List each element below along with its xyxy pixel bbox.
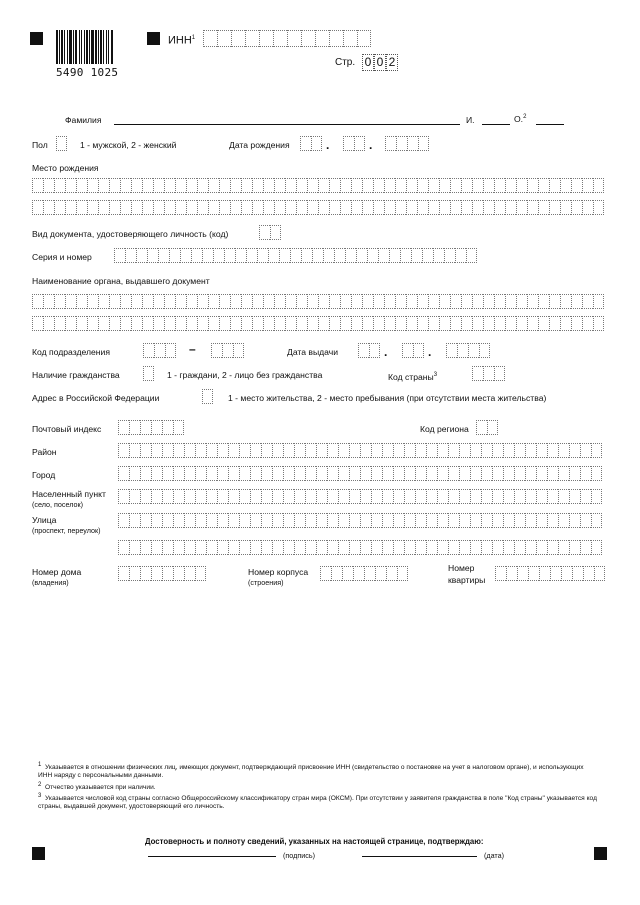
doc-type-label: Вид документа, удостоверяющего личность (код): [32, 229, 229, 239]
signature-date-field[interactable]: [362, 856, 477, 857]
address-label: Адрес в Российской Федерации: [32, 393, 160, 403]
street-field-line2[interactable]: [118, 540, 602, 555]
signature-field[interactable]: [148, 856, 276, 857]
issuer-field-line1[interactable]: [32, 294, 604, 309]
house-number-label: Номер дома: [32, 567, 82, 577]
birth-month-field[interactable]: [343, 136, 365, 151]
apartment-number-field[interactable]: [495, 566, 605, 581]
footnote-1: $^1$ Указывается в отношении физических лиц, имеющих документ, подтверждающий присвоение ИНН (свидетельство о постановке на учет в налоговом органе), и использующих ИНН наряду с персональными данными.: [38, 762, 584, 780]
corner-marker-top-left: [30, 32, 43, 45]
birth-year-field[interactable]: [385, 136, 429, 151]
house-number-field[interactable]: [118, 566, 206, 581]
division-field-part2[interactable]: [211, 343, 244, 358]
postal-code-field[interactable]: [118, 420, 184, 435]
postal-code-label: Почтовый индекс: [32, 424, 102, 434]
barcode-number: 5490 1025: [56, 66, 119, 79]
date-dot: .: [428, 345, 432, 359]
building-number-field[interactable]: [320, 566, 408, 581]
surname-label: Фамилия: [65, 115, 102, 125]
initial-i-field[interactable]: [482, 124, 510, 125]
footnote-2: $^2$ Отчество указывается при наличии.: [38, 782, 156, 792]
building-number-label: Номер корпуса: [248, 567, 309, 577]
birthplace-label: Место рождения: [32, 163, 99, 173]
city-label: Город: [32, 470, 56, 480]
inn-label: ИНН$^1$: [168, 34, 196, 47]
issue-day-field[interactable]: [358, 343, 380, 358]
division-dash: –: [189, 342, 196, 356]
issuer-field-line2[interactable]: [32, 316, 604, 331]
issuer-label: Наименование органа, выдавшего документ: [32, 276, 210, 286]
region-code-label: Код региона: [420, 424, 469, 434]
sex-field[interactable]: [56, 136, 67, 151]
country-code-field[interactable]: [472, 366, 505, 381]
locality-sublabel: (село, поселок): [32, 500, 84, 509]
initial-i-label: И.: [466, 115, 475, 125]
division-label: Код подразделения: [32, 347, 110, 357]
division-field-part1[interactable]: [143, 343, 176, 358]
date-dot: .: [384, 345, 388, 359]
signature-caption: (подпись): [283, 851, 315, 860]
district-label: Район: [32, 447, 57, 457]
initial-o-field[interactable]: [536, 124, 564, 125]
birthplace-field-line1[interactable]: [32, 178, 604, 193]
page-digit: 0: [374, 54, 386, 71]
apartment-label-2: квартиры: [448, 575, 486, 585]
address-type-field[interactable]: [202, 389, 213, 404]
address-type-hint: 1 - место жительства, 2 - место пребывания (при отсутствии места жительства): [228, 393, 547, 403]
citizenship-field[interactable]: [143, 366, 154, 381]
issue-year-field[interactable]: [446, 343, 490, 358]
street-sublabel: (проспект, переулок): [32, 526, 101, 535]
page-number: [362, 54, 398, 71]
birthplace-field-line2[interactable]: [32, 200, 604, 215]
page-digit: 2: [386, 54, 398, 71]
corner-marker-bottom-left: [32, 847, 45, 860]
page-digit: 0: [362, 54, 374, 71]
sex-label: Пол: [32, 140, 48, 150]
issue-month-field[interactable]: [402, 343, 424, 358]
street-label: Улица: [32, 515, 57, 525]
issue-date-label: Дата выдачи: [287, 347, 339, 357]
doc-type-field[interactable]: [259, 225, 281, 240]
doc-series-label: Серия и номер: [32, 252, 92, 262]
sex-hint: 1 - мужской, 2 - женский: [80, 140, 177, 150]
citizenship-label: Наличие гражданства: [32, 370, 120, 380]
corner-marker-top-mid: [147, 32, 160, 45]
apartment-label-1: Номер: [448, 563, 475, 573]
corner-marker-bottom-right: [594, 847, 607, 860]
district-field[interactable]: [118, 443, 602, 458]
confirmation-text: Достоверность и полноту сведений, указанных на настоящей странице, подтверждаю:: [145, 837, 484, 846]
initial-o-label: О.$^2$: [514, 113, 527, 124]
inn-field[interactable]: [203, 30, 371, 47]
country-code-label: Код страны$^3$: [388, 371, 438, 382]
surname-field[interactable]: [114, 124, 460, 125]
barcode: [56, 30, 134, 78]
locality-field[interactable]: [118, 489, 602, 504]
date-dot: .: [326, 138, 330, 152]
street-field-line1[interactable]: [118, 513, 602, 528]
date-dot: .: [369, 138, 373, 152]
birth-date-label: Дата рождения: [229, 140, 290, 150]
page-label: Стр.: [335, 57, 356, 68]
citizenship-hint: 1 - граждани, 2 - лицо без гражданства: [167, 370, 323, 380]
region-code-field[interactable]: [476, 420, 498, 435]
locality-label: Населенный пункт: [32, 489, 106, 499]
doc-series-field[interactable]: [114, 248, 477, 263]
footnote-3: $^3$ Указывается числовой код страны согласно Общероссийскому классификатору стран мира (ОКСМ). При отсутствии у заявителя гражданства в поле "Код страны" указывается код страны, выдавшей документ, удостоверяющий его личность.: [38, 793, 597, 811]
date-caption: (дата): [484, 851, 505, 860]
building-number-sublabel: (строения): [248, 578, 284, 587]
city-field[interactable]: [118, 466, 602, 481]
house-number-sublabel: (владения): [32, 578, 69, 587]
birth-day-field[interactable]: [300, 136, 322, 151]
